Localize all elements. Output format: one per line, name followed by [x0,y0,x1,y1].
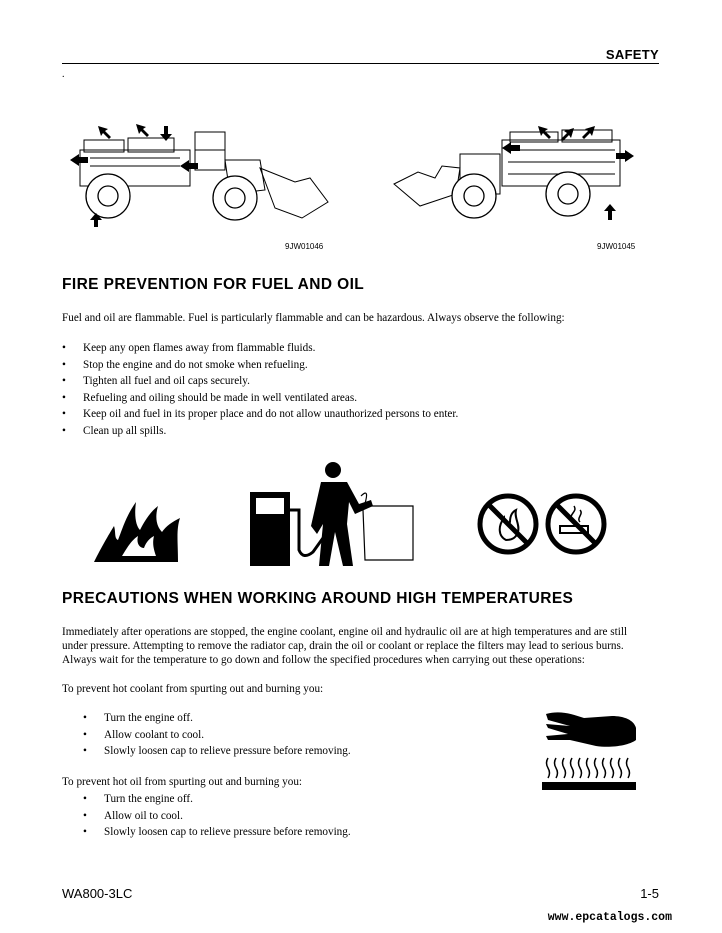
list-item: • Turn the engine off. [62,710,542,727]
list-item: • Slowly loosen cap to relieve pressure before removing. [62,824,542,841]
list-item: • Keep any open flames away from flammable fluids. [62,340,662,357]
list-item: • Allow coolant to cool. [62,727,542,744]
flame-icon [92,496,182,564]
figure-label-right: 9JW01045 [597,242,636,251]
stray-mark: . [62,69,65,80]
figure-label-left: 9JW01046 [285,242,324,251]
list-item: • Stop the engine and do not smoke when refueling. [62,357,662,374]
wheel-loader-front-right-icon [70,120,340,230]
wheel-loader-rear-left-icon [390,122,640,232]
list-item: • Keep oil and fuel in its proper place and do not allow unauthorized persons to enter. [62,406,662,423]
page-number: 1-5 [640,886,659,901]
list-item: • Turn the engine off. [62,791,542,808]
heat-intro-line: Always wait for the temperature to go down and follow the specified procedures when carrying out these operations: [62,654,585,666]
fire-prevention-heading: FIRE PREVENTION FOR FUEL AND OIL [62,276,365,293]
list-item: • Allow oil to cool. [62,808,542,825]
model-number: WA800-3LC [62,886,133,901]
no-open-flame-icon [476,492,540,556]
list-item: • Tighten all fuel and oil caps securely. [62,373,662,390]
heat-intro [62,625,672,667]
oil-lead: To prevent hot oil from spurting out and burning you: [62,776,303,788]
fuel-pump-person-icon [247,460,417,568]
header-divider [62,63,659,64]
no-smoking-icon [544,492,608,556]
fire-intro: Fuel and oil are flammable. Fuel is particularly flammable and can be hazardous. Always observe the following: [62,312,565,324]
hand-over-hot-surface-icon [540,706,640,794]
list-item: • Slowly loosen cap to relieve pressure before removing. [62,743,542,760]
fire-bullet-list [62,340,662,439]
coolant-bullet-list [62,710,542,760]
section-title: SAFETY [605,47,659,62]
list-item: • Refueling and oiling should be made in well ventilated areas. [62,390,662,407]
heat-intro-line: under pressure. Attempting to remove the radiator cap, drain the oil or coolant or replace the filters may lead to serious burns. [62,640,624,652]
watermark: www.epcatalogs.com [547,911,672,924]
list-item: • Clean up all spills. [62,423,662,440]
oil-bullet-list [62,791,542,841]
heat-intro-line: Immediately after operations are stopped, the engine coolant, engine oil and hydraulic oil are at high temperatures and are still [62,626,628,638]
high-temperature-heading: PRECAUTIONS WHEN WORKING AROUND HIGH TEMPERATURES [62,590,574,607]
coolant-lead: To prevent hot coolant from spurting out and burning you: [62,683,324,695]
